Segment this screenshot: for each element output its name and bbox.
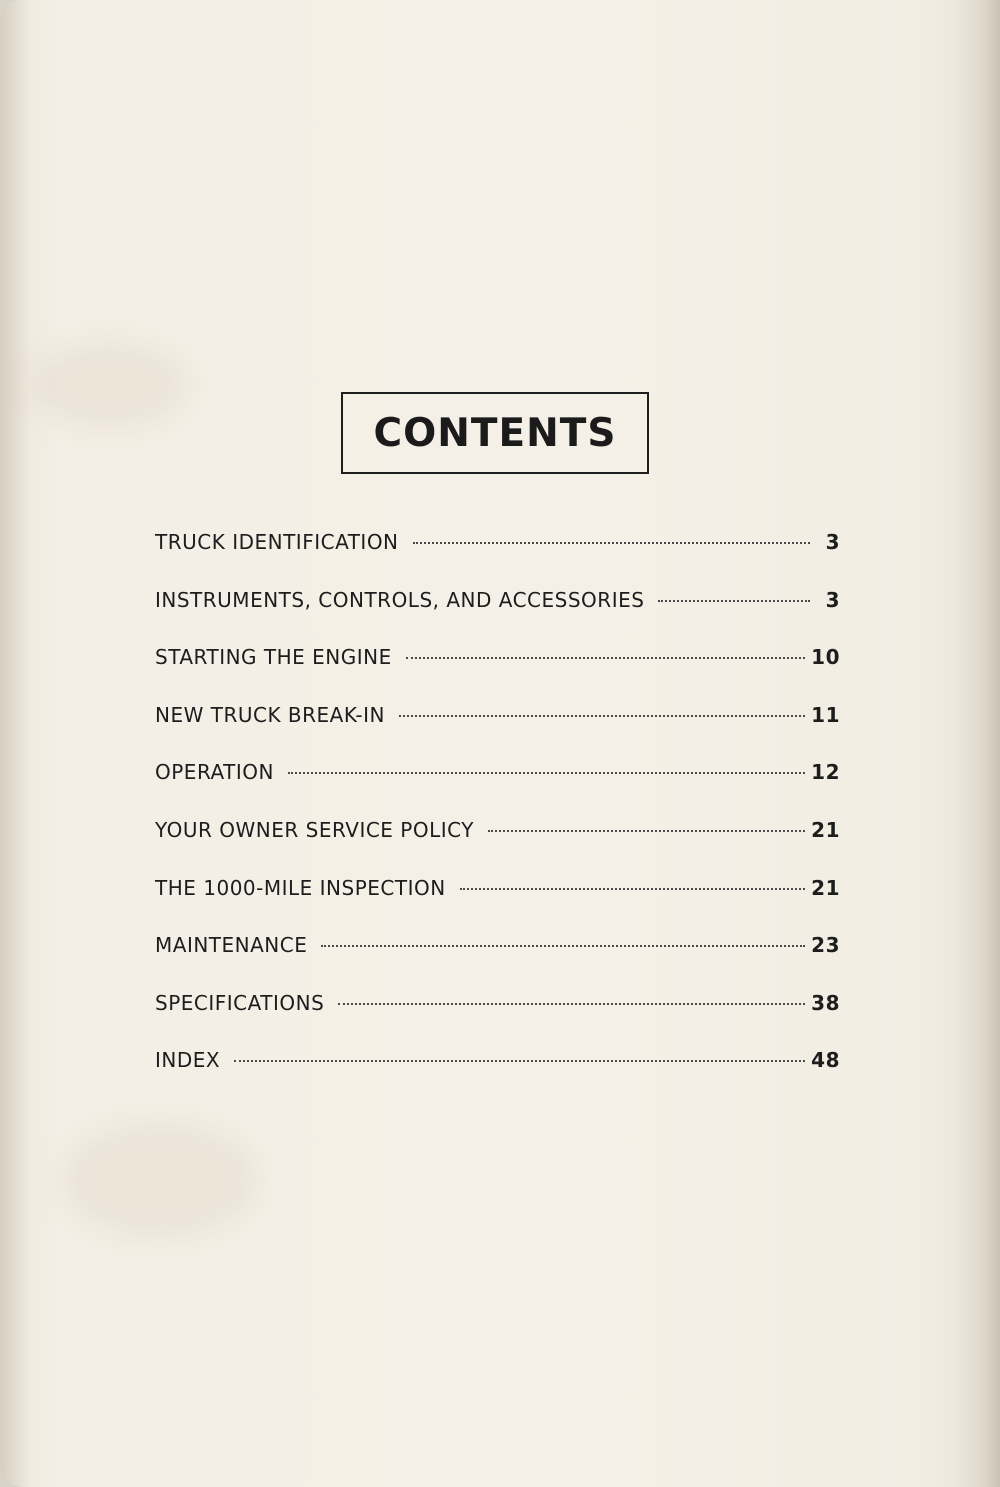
toc-leader-dots (460, 888, 805, 890)
toc-entry-label: SPECIFICATIONS (155, 990, 325, 1015)
toc-leader-dots (234, 1060, 805, 1062)
toc-entry-page: 23 (811, 933, 840, 958)
toc-leader-dots (488, 830, 805, 832)
toc-entry-page: 12 (811, 760, 840, 785)
toc-entry-label: INSTRUMENTS, CONTROLS, AND ACCESSORIES (155, 587, 645, 612)
toc-entry-page: 48 (811, 1048, 840, 1073)
toc-entry[interactable] (155, 703, 840, 761)
toc-entry[interactable] (155, 876, 840, 934)
toc-entry-label: NEW TRUCK BREAK-IN (155, 702, 385, 727)
toc-entry[interactable] (155, 588, 840, 646)
toc-leader-dots (406, 657, 805, 659)
page-right-edge (954, 0, 1000, 1487)
toc-entry-label: INDEX (155, 1048, 221, 1073)
page-left-shade (0, 0, 30, 1487)
toc-leader-dots (321, 945, 805, 947)
paper-stain (60, 1120, 260, 1240)
toc-entry[interactable] (155, 991, 840, 1049)
toc-entry[interactable] (155, 818, 840, 876)
toc-leader-dots (658, 600, 810, 602)
toc-leader-dots (288, 772, 805, 774)
toc-entry-label: THE 1000-MILE INSPECTION (155, 875, 446, 900)
page-title: CONTENTS (373, 410, 617, 456)
toc-entry-label: MAINTENANCE (155, 933, 308, 958)
toc-entry-page: 3 (825, 587, 840, 612)
toc-leader-dots (338, 1003, 805, 1005)
table-of-contents (155, 530, 840, 1106)
toc-entry[interactable] (155, 760, 840, 818)
paper-stain (30, 340, 190, 430)
toc-entry-page: 10 (811, 645, 840, 670)
toc-entry-page: 21 (811, 875, 840, 900)
toc-entry[interactable] (155, 530, 840, 588)
toc-entry[interactable] (155, 645, 840, 703)
toc-entry[interactable] (155, 933, 840, 991)
toc-leader-dots (399, 715, 805, 717)
toc-entry-page: 11 (811, 702, 840, 727)
toc-entry[interactable] (155, 1048, 840, 1106)
toc-entry-label: STARTING THE ENGINE (155, 645, 392, 670)
toc-entry-page: 21 (811, 817, 840, 842)
toc-entry-page: 38 (811, 990, 840, 1015)
contents-title-box (341, 392, 649, 474)
toc-entry-label: YOUR OWNER SERVICE POLICY (155, 817, 474, 842)
toc-entry-label: TRUCK IDENTIFICATION (155, 530, 399, 554)
toc-entry-page: 3 (825, 530, 840, 554)
toc-entry-label: OPERATION (155, 760, 274, 785)
toc-leader-dots (413, 542, 810, 544)
